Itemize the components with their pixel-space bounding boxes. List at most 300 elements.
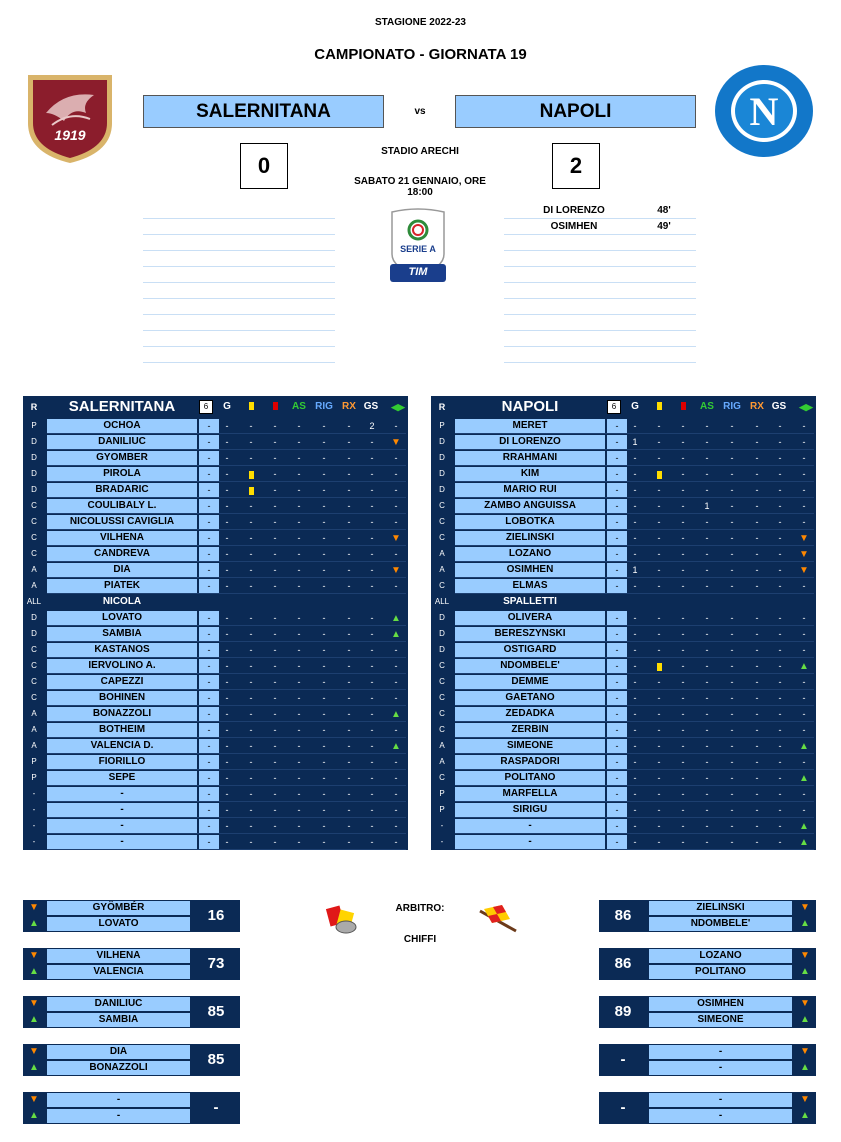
- stat-rig: -: [322, 549, 326, 559]
- player-row: [23, 530, 408, 546]
- stat-rx: -: [347, 789, 351, 799]
- sub-minute: 89: [614, 1003, 632, 1020]
- napoli-logo: [714, 64, 814, 158]
- sub-minute: 86: [614, 907, 632, 924]
- player-name: MERET: [455, 419, 605, 433]
- player-out-name: GYÖMBÉR: [47, 901, 190, 915]
- missed-penalties-header: RX: [750, 401, 764, 412]
- player-name: LOVATO: [47, 611, 197, 625]
- player-row: [23, 482, 408, 498]
- player-vote: -: [607, 835, 627, 849]
- player-row: [431, 482, 816, 498]
- stat-gs: -: [778, 741, 782, 751]
- player-vote: -: [607, 643, 627, 657]
- player-name: RRAHMANI: [455, 451, 605, 465]
- scorer-name: DI LORENZO: [543, 205, 605, 216]
- substitution-box: [599, 1044, 816, 1076]
- stat-rig: -: [322, 789, 326, 799]
- player-role: A: [31, 581, 37, 590]
- goals-conceded-header: GS: [771, 401, 787, 412]
- stat-g: -: [633, 805, 637, 815]
- sub-minute: 85: [207, 1003, 225, 1020]
- player-role: D: [439, 645, 445, 654]
- stat-gs: -: [778, 533, 782, 543]
- stat-rd: -: [273, 837, 277, 847]
- player-row: [431, 466, 816, 482]
- stat-g: -: [225, 629, 229, 639]
- stat-as: -: [297, 501, 301, 511]
- stat-sub: -: [802, 757, 806, 767]
- yellow-card-icon: [657, 471, 662, 479]
- stat-gs: -: [370, 469, 374, 479]
- stat-rig: -: [322, 501, 326, 511]
- player-out-name: ZIELINSKI: [649, 901, 792, 915]
- stat-rig: -: [322, 533, 326, 543]
- player-name: -: [455, 835, 605, 849]
- player-role: A: [439, 565, 445, 574]
- vote-icon: 6: [607, 400, 621, 414]
- stat-rx: -: [347, 645, 351, 655]
- stat-rig: -: [730, 693, 734, 703]
- stat-sub: -: [394, 501, 398, 511]
- player-name: GYOMBER: [47, 451, 197, 465]
- stat-rig: -: [322, 821, 326, 831]
- stat-sub: -: [802, 581, 806, 591]
- stat-y: -: [249, 821, 253, 831]
- stat-rig: -: [322, 693, 326, 703]
- stat-rx: -: [347, 469, 351, 479]
- stat-rx: -: [347, 501, 351, 511]
- stat-g: -: [225, 533, 229, 543]
- player-role: A: [439, 741, 445, 750]
- stat-rd: -: [273, 709, 277, 719]
- stat-g: -: [633, 469, 637, 479]
- player-row: [431, 770, 816, 786]
- stat-as: -: [705, 629, 709, 639]
- player-row: [23, 738, 408, 754]
- scorer-name: OSIMHEN: [550, 221, 598, 232]
- player-vote: -: [199, 419, 219, 433]
- stat-g: -: [633, 741, 637, 751]
- player-row: [23, 690, 408, 706]
- player-vote: -: [199, 643, 219, 657]
- player-role: D: [31, 453, 37, 462]
- stat-g: -: [633, 821, 637, 831]
- stat-rig: -: [730, 565, 734, 575]
- missed-penalties-header: RX: [342, 401, 356, 412]
- stat-g: -: [225, 645, 229, 655]
- swap-arrows-icon: ◀▶: [799, 402, 813, 412]
- stat-y: -: [249, 709, 253, 719]
- stat-rx: -: [347, 725, 351, 735]
- stat-rig: -: [730, 517, 734, 527]
- sub-minute: 86: [614, 955, 632, 972]
- sub-in-icon: ▲: [29, 1062, 39, 1073]
- scorer-minute: 48': [657, 205, 671, 216]
- player-role: C: [31, 677, 37, 686]
- player-vote: -: [607, 499, 627, 513]
- stat-rx: -: [347, 613, 351, 623]
- player-name: KASTANOS: [47, 643, 197, 657]
- stat-rig: -: [322, 629, 326, 639]
- stat-gs: -: [370, 837, 374, 847]
- player-row: [23, 514, 408, 530]
- swap-arrows-icon: ◀▶: [391, 402, 405, 412]
- stat-rx: -: [347, 741, 351, 751]
- player-name: ZERBIN: [455, 723, 605, 737]
- scorer-row: [143, 315, 335, 331]
- player-name: KIM: [455, 467, 605, 481]
- player-vote: -: [607, 467, 627, 481]
- stat-y: -: [657, 789, 661, 799]
- player-row: [23, 770, 408, 786]
- stat-rig: -: [730, 501, 734, 511]
- player-role: C: [31, 693, 37, 702]
- stat-gs: -: [778, 421, 782, 431]
- stat-g: -: [633, 533, 637, 543]
- player-name: OSIMHEN: [455, 563, 605, 577]
- player-vote: -: [199, 499, 219, 513]
- stat-y: [240, 482, 262, 498]
- stat-sub: -: [394, 789, 398, 799]
- stat-y: -: [249, 805, 253, 815]
- player-row: [431, 834, 816, 850]
- stat-g: -: [633, 725, 637, 735]
- stat-rig: -: [322, 469, 326, 479]
- player-row: [23, 834, 408, 850]
- stat-rd: -: [681, 741, 685, 751]
- player-name: -: [47, 835, 197, 849]
- stat-rd: -: [681, 821, 685, 831]
- player-vote: -: [607, 483, 627, 497]
- stat-rd: -: [681, 565, 685, 575]
- stat-y: -: [249, 693, 253, 703]
- stat-sub: -: [802, 453, 806, 463]
- player-row: [431, 690, 816, 706]
- substitution-box: [23, 1044, 240, 1076]
- stat-rig: -: [730, 789, 734, 799]
- round-title: CAMPIONATO - GIORNATA 19: [314, 46, 527, 63]
- player-name: SIMEONE: [455, 739, 605, 753]
- stat-rd: -: [273, 645, 277, 655]
- stat-rd: -: [273, 629, 277, 639]
- sub-in-icon: ▲: [29, 918, 39, 929]
- home-scorers: [143, 203, 335, 363]
- stat-rd: -: [273, 789, 277, 799]
- lineup-header: [431, 396, 816, 418]
- player-role: -: [440, 821, 444, 830]
- yellow-card-icon: [657, 663, 662, 671]
- stat-rx: -: [347, 693, 351, 703]
- stat-g: -: [225, 581, 229, 591]
- row-divider: [47, 849, 406, 850]
- player-name: SEPE: [47, 771, 197, 785]
- stat-g: -: [225, 757, 229, 767]
- player-role: C: [439, 517, 445, 526]
- stat-g: -: [633, 677, 637, 687]
- stat-rig: -: [730, 805, 734, 815]
- player-role: ALL: [434, 597, 450, 606]
- stat-as: -: [705, 677, 709, 687]
- sub-in-icon: ▲: [29, 966, 39, 977]
- stat-rd: -: [681, 629, 685, 639]
- stat-g: -: [633, 629, 637, 639]
- player-vote: -: [199, 659, 219, 673]
- stat-rd: -: [273, 485, 277, 495]
- player-name: COULIBALY L.: [47, 499, 197, 513]
- sub-out-icon: ▼: [391, 565, 401, 576]
- scorer-row: [143, 331, 335, 347]
- stat-as: -: [705, 773, 709, 783]
- stat-g: -: [225, 709, 229, 719]
- stat-rd: -: [273, 421, 277, 431]
- penalties-header: RIG: [723, 401, 741, 412]
- stat-sub: -: [394, 693, 398, 703]
- coach-row: [23, 594, 408, 610]
- stat-rx: -: [755, 805, 759, 815]
- stat-g: -: [225, 805, 229, 815]
- role-header: R: [30, 402, 38, 412]
- stat-y: -: [249, 661, 253, 671]
- stat-g: -: [225, 485, 229, 495]
- sub-out-icon: ▼: [799, 549, 809, 560]
- red-card-header: [672, 396, 694, 418]
- stat-sub: -: [394, 645, 398, 655]
- stat-rig: -: [322, 741, 326, 751]
- season-label: STAGIONE 2022-23: [375, 17, 466, 28]
- stat-rig: -: [730, 613, 734, 623]
- stat-y: -: [657, 837, 661, 847]
- stat-rd: -: [273, 437, 277, 447]
- sub-in-icon: ▲: [800, 1014, 810, 1025]
- stat-g: -: [225, 421, 229, 431]
- stat-gs: -: [778, 837, 782, 847]
- stat-sub: -: [802, 485, 806, 495]
- stat-rig: -: [322, 437, 326, 447]
- stat-rd: -: [681, 421, 685, 431]
- stat-rd: -: [273, 453, 277, 463]
- player-row: [431, 578, 816, 594]
- player-vote: -: [607, 515, 627, 529]
- stat-rd: -: [681, 645, 685, 655]
- player-vote: -: [607, 435, 627, 449]
- stat-rx: -: [755, 725, 759, 735]
- stat-rx: -: [347, 437, 351, 447]
- red-card-icon: [273, 402, 278, 410]
- stat-gs: -: [370, 757, 374, 767]
- coach-row: [431, 594, 816, 610]
- assists-header: AS: [292, 401, 306, 412]
- player-name: -: [455, 819, 605, 833]
- stat-g: -: [225, 517, 229, 527]
- player-role: C: [31, 661, 37, 670]
- player-name: FIORILLO: [47, 755, 197, 769]
- player-name: -: [47, 803, 197, 817]
- referee-name: CHIFFI: [403, 934, 437, 945]
- sub-out-icon: ▼: [29, 1046, 39, 1057]
- player-name: OLIVERA: [455, 611, 605, 625]
- stat-as: 1: [704, 501, 710, 511]
- stat-y: -: [249, 725, 253, 735]
- sub-in-icon: ▲: [799, 773, 809, 784]
- scorer-row: [504, 283, 696, 299]
- player-vote: -: [199, 691, 219, 705]
- stat-as: -: [705, 725, 709, 735]
- player-row: [23, 722, 408, 738]
- stat-rd: -: [273, 501, 277, 511]
- stat-sub: -: [802, 693, 806, 703]
- scorer-row: [143, 347, 335, 363]
- player-role: C: [439, 501, 445, 510]
- stat-rig: -: [322, 805, 326, 815]
- stat-rd: -: [273, 661, 277, 671]
- stat-g: -: [633, 757, 637, 767]
- player-name: DANILIUC: [47, 435, 197, 449]
- player-name: DIA: [47, 563, 197, 577]
- stat-gs: -: [370, 549, 374, 559]
- stat-g: -: [633, 501, 637, 511]
- stat-g: -: [225, 453, 229, 463]
- sub-out-icon: ▼: [391, 437, 401, 448]
- sub-in-icon: ▲: [799, 741, 809, 752]
- player-name: RASPADORI: [455, 755, 605, 769]
- stat-y: -: [249, 421, 253, 431]
- stat-gs: -: [370, 773, 374, 783]
- player-name: -: [47, 819, 197, 833]
- home-lineup-table: [23, 396, 408, 850]
- stat-g: -: [633, 517, 637, 527]
- stat-sub: -: [802, 789, 806, 799]
- player-name: CAPEZZI: [47, 675, 197, 689]
- stat-y: -: [249, 565, 253, 575]
- stat-as: -: [705, 757, 709, 767]
- stat-as: -: [705, 613, 709, 623]
- penalties-header: RIG: [315, 401, 333, 412]
- player-role: C: [439, 533, 445, 542]
- stat-y: -: [657, 725, 661, 735]
- player-role: P: [439, 421, 445, 430]
- stat-as: -: [705, 421, 709, 431]
- sub-in-icon: ▲: [391, 629, 401, 640]
- stat-y: -: [249, 757, 253, 767]
- sub-in-icon: ▲: [391, 613, 401, 624]
- stat-rx: -: [755, 629, 759, 639]
- player-vote: -: [607, 531, 627, 545]
- stat-y: -: [657, 453, 661, 463]
- player-name: NDOMBELE': [455, 659, 605, 673]
- stat-rx: -: [755, 581, 759, 591]
- player-name: BOHINEN: [47, 691, 197, 705]
- stat-rig: -: [730, 629, 734, 639]
- player-role: P: [439, 789, 445, 798]
- stat-sub: -: [394, 581, 398, 591]
- stat-as: -: [705, 837, 709, 847]
- stat-rig: -: [730, 533, 734, 543]
- player-row: [431, 658, 816, 674]
- stat-g: -: [225, 565, 229, 575]
- stat-g: -: [633, 773, 637, 783]
- yellow-card-icon: [249, 402, 254, 410]
- stat-rd: -: [273, 773, 277, 783]
- stat-as: -: [297, 789, 301, 799]
- player-name: DEMME: [455, 675, 605, 689]
- player-vote: -: [607, 627, 627, 641]
- stat-rig: -: [322, 677, 326, 687]
- player-in-name: -: [649, 1061, 792, 1075]
- coach-name: NICOLA: [47, 595, 197, 609]
- serie-a-logo-text: SERIE A: [400, 244, 436, 254]
- stat-sub: -: [394, 517, 398, 527]
- referee-label: ARBITRO:: [395, 903, 445, 914]
- stat-sub: -: [802, 437, 806, 447]
- stat-gs: -: [778, 789, 782, 799]
- player-role: C: [31, 517, 37, 526]
- player-name: SAMBIA: [47, 627, 197, 641]
- stat-rx: -: [755, 501, 759, 511]
- stat-rd: -: [273, 549, 277, 559]
- stat-rd: -: [681, 837, 685, 847]
- stat-sub: -: [802, 517, 806, 527]
- sub-minute: -: [620, 1051, 626, 1068]
- player-role: C: [31, 501, 37, 510]
- stat-rx: -: [347, 629, 351, 639]
- stat-rd: -: [273, 741, 277, 751]
- stat-g: -: [225, 661, 229, 671]
- stat-y: -: [249, 533, 253, 543]
- player-row: [431, 418, 816, 434]
- stat-g: -: [225, 725, 229, 735]
- stat-sub: -: [802, 629, 806, 639]
- stat-y: -: [249, 773, 253, 783]
- stat-y: -: [249, 677, 253, 687]
- player-vote: -: [199, 803, 219, 817]
- player-vote: -: [199, 531, 219, 545]
- stat-rig: -: [730, 773, 734, 783]
- player-name: ZIELINSKI: [455, 531, 605, 545]
- sub-in-icon: ▲: [800, 1110, 810, 1121]
- stat-rx: -: [347, 709, 351, 719]
- player-vote: -: [199, 739, 219, 753]
- stat-rx: -: [755, 485, 759, 495]
- player-role: C: [439, 709, 445, 718]
- stat-y: -: [657, 757, 661, 767]
- stat-gs: -: [370, 805, 374, 815]
- stat-gs: -: [778, 629, 782, 639]
- stat-rd: -: [681, 613, 685, 623]
- stat-as: -: [297, 437, 301, 447]
- sub-out-icon: ▼: [800, 902, 810, 913]
- stat-y: -: [249, 741, 253, 751]
- player-vote: -: [607, 739, 627, 753]
- stat-gs: -: [370, 693, 374, 703]
- scorer-row: [504, 251, 696, 267]
- stat-rx: -: [755, 837, 759, 847]
- red-card-icon: [681, 402, 686, 410]
- stat-rig: -: [730, 421, 734, 431]
- stat-g: -: [633, 661, 637, 671]
- substitution-box: [23, 900, 240, 932]
- stat-rx: -: [347, 773, 351, 783]
- stat-rx: -: [347, 757, 351, 767]
- player-role: A: [439, 757, 445, 766]
- player-row: [23, 706, 408, 722]
- stat-y: -: [657, 821, 661, 831]
- player-name: MARFELLA: [455, 787, 605, 801]
- sub-out-icon: ▼: [29, 950, 39, 961]
- stat-gs: -: [778, 485, 782, 495]
- player-in-name: VALENCIA: [47, 965, 190, 979]
- player-vote: -: [607, 451, 627, 465]
